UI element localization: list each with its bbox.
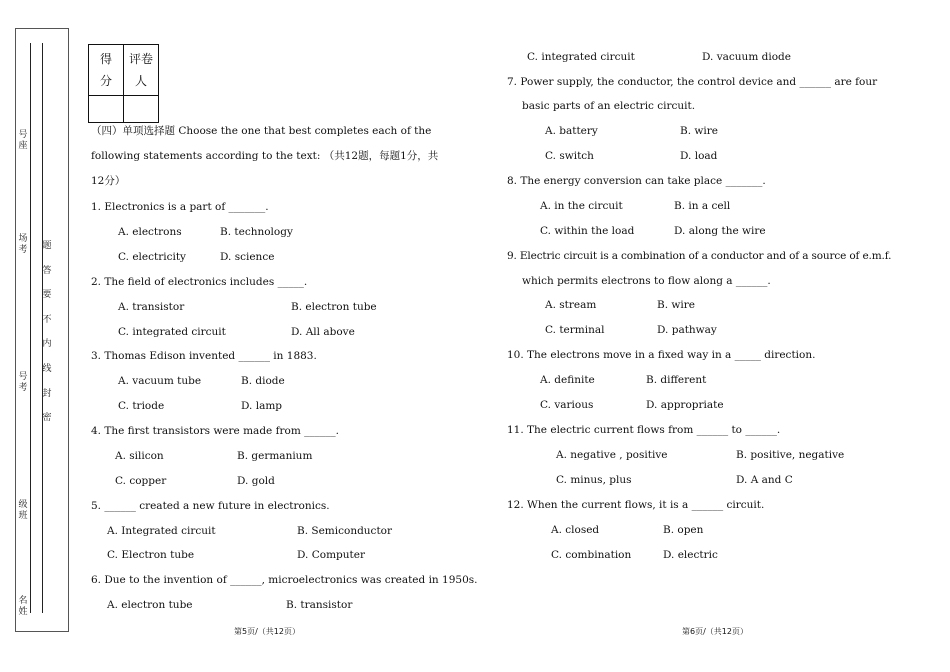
margin-line-outer [30,43,31,613]
q8-option-c: C. within the load [540,225,635,237]
q2-option-c: C. integrated circuit [118,326,226,338]
margin-label-exam-number: 号考 [18,372,28,393]
section-instruction-line3: 12分） [91,175,126,187]
q1-option-c: C. electricity [118,251,186,263]
q8-option-a: A. in the circuit [540,200,623,212]
q11-option-d: D. A and C [736,474,793,486]
question-10: 10. The electrons move in a fixed way in a _____ direction. [507,349,816,361]
margin-note-char: 内 [42,339,52,349]
question-7-continued: basic parts of an electric circuit. [522,100,696,112]
grader-cell[interactable] [124,96,159,123]
question-2: 2. The field of electronics includes _____. [91,276,308,288]
grader-header: 评卷人 [124,45,159,96]
q10-option-c: C. various [540,399,594,411]
q9-option-c: C. terminal [545,324,605,336]
question-9: 9. Electric circuit is a combination of a conductor and of a source of e.m.f. [507,250,892,262]
q3-option-d: D. lamp [241,400,283,412]
q8-option-d: D. along the wire [674,225,766,237]
q6-option-a: A. electron tube [107,599,193,611]
q9-option-a: A. stream [545,299,597,311]
question-9-continued: which permits electrons to flow along a ______. [522,275,771,287]
q11-option-c: C. minus, plus [556,474,632,486]
q3-option-b: B. diode [241,375,285,387]
q8-option-b: B. in a cell [674,200,731,212]
q6-option-d: D. vacuum diode [702,51,791,63]
q1-option-d: D. science [220,251,275,263]
q2-option-d: D. All above [291,326,355,338]
q7-option-a: A. battery [545,125,598,137]
question-11: 11. The electric current flows from ______ to ______. [507,424,781,436]
q5-option-b: B. Semiconductor [297,525,393,537]
q9-option-b: B. wire [657,299,695,311]
q4-option-b: B. germanium [237,450,313,462]
margin-label-exam-room: 场考 [18,234,28,255]
q10-option-d: D. appropriate [646,399,724,411]
q11-option-b: B. positive, negative [736,449,845,461]
q6-option-b: B. transistor [286,599,353,611]
margin-note-char: 答 [42,266,52,276]
score-box [88,44,159,123]
score-cell[interactable] [89,96,124,123]
page-footer-right: 第6页/（共12页） [682,627,748,636]
margin-note-char: 题 [42,241,52,251]
q4-option-c: C. copper [115,475,167,487]
margin-label-name: 名姓 [18,596,28,617]
q3-option-c: C. triode [118,400,165,412]
margin-note-char: 不 [42,315,52,325]
q12-option-a: A. closed [551,524,600,536]
q10-option-a: A. definite [540,374,595,386]
q12-option-d: D. electric [663,549,718,561]
margin-note-char: 要 [42,290,52,300]
q5-option-d: D. Computer [297,549,365,561]
page-footer-left: 第5页/（共12页） [234,627,300,636]
q2-option-b: B. electron tube [291,301,377,313]
q3-option-a: A. vacuum tube [118,375,202,387]
score-header: 得分 [89,45,124,96]
q4-option-d: D. gold [237,475,275,487]
q12-option-c: C. combination [551,549,632,561]
q6-option-c: C. integrated circuit [527,51,635,63]
section-instruction-line2: following statements according to the text: （共12题，每题1分，共 [91,150,439,162]
margin-label-class: 级班 [18,500,28,521]
section-instruction-line1: （四）单项选择题 Choose the one that best completes each of the [91,125,432,137]
margin-note-char: 线 [42,364,52,374]
question-8: 8. The energy conversion can take place _______. [507,175,766,187]
q4-option-a: A. silicon [115,450,164,462]
question-1: 1. Electronics is a part of _______. [91,201,269,213]
question-4: 4. The first transistors were made from ______. [91,425,339,437]
margin-note-char: 封 [42,389,52,399]
question-5: 5. ______ created a new future in electronics. [91,500,330,512]
question-7: 7. Power supply, the conductor, the control device and ______ are four [507,76,878,88]
q5-option-a: A. Integrated circuit [107,525,216,537]
q1-option-b: B. technology [220,226,293,238]
q7-option-c: C. switch [545,150,594,162]
q5-option-c: C. Electron tube [107,549,195,561]
question-12: 12. When the current flows, it is a ______ circuit. [507,499,765,511]
margin-line-inner [42,43,43,613]
margin-note-char: 密 [42,413,52,423]
q2-option-a: A. transistor [118,301,185,313]
q7-option-b: B. wire [680,125,718,137]
margin-label-seat: 号座 [18,130,28,151]
q12-option-b: B. open [663,524,704,536]
question-3: 3. Thomas Edison invented ______ in 1883. [91,350,317,362]
q1-option-a: A. electrons [118,226,182,238]
q10-option-b: B. different [646,374,707,386]
question-6: 6. Due to the invention of ______, microelectronics was created in 1950s. [91,574,478,586]
q9-option-d: D. pathway [657,324,717,336]
q7-option-d: D. load [680,150,718,162]
q11-option-a: A. negative , positive [556,449,668,461]
binding-margin [15,28,69,632]
